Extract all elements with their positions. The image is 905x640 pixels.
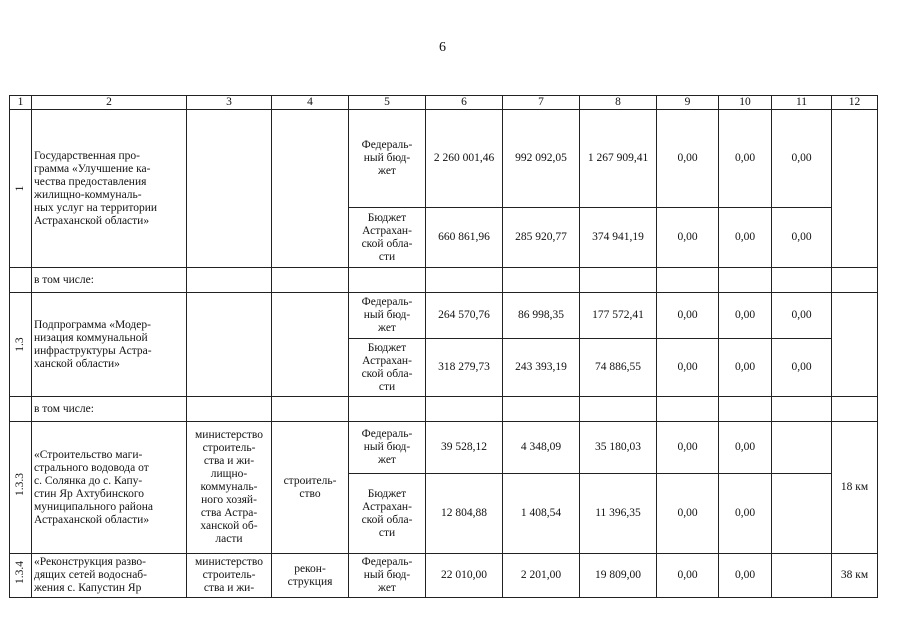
unit-cell xyxy=(832,110,878,268)
row-id: 1.3.3 xyxy=(14,473,26,496)
header-cell: 9 xyxy=(657,96,719,110)
value-cell: 660 861,96 xyxy=(426,208,503,268)
activity-cell xyxy=(272,110,349,268)
program-name: Подпрограмма «Модер- низация коммунальной инфраструктуры Астра- ханской области» xyxy=(32,293,187,397)
header-cell: 4 xyxy=(272,96,349,110)
value-cell: 0,00 xyxy=(719,422,772,474)
value-cell: 0,00 xyxy=(772,293,832,339)
value-cell: 0,00 xyxy=(719,208,772,268)
value-cell xyxy=(772,554,832,598)
table-row xyxy=(10,422,878,474)
row-id-cell xyxy=(10,110,32,268)
unit-cell: 18 км xyxy=(832,422,878,554)
value-cell: 2 260 001,46 xyxy=(426,110,503,208)
program-name: Государственная про- грамма «Улучшение ка- чества предоставления жилищно-коммуналь- ных услуг на территории Астраханской области» xyxy=(32,110,187,268)
empty-cell xyxy=(719,397,772,422)
subtitle-label: в том числе: xyxy=(32,397,187,422)
header-cell: 10 xyxy=(719,96,772,110)
empty-cell xyxy=(580,268,657,293)
value-cell: 2 201,00 xyxy=(503,554,580,598)
row-id-cell xyxy=(10,554,32,598)
empty-cell xyxy=(272,397,349,422)
row-id: 1.3.4 xyxy=(14,561,26,584)
project-name: «Реконструкция разво- дящих сетей водоснаб- жения с. Капустин Яр xyxy=(32,554,187,598)
row-id-cell xyxy=(10,422,32,554)
value-cell: 1 267 909,41 xyxy=(580,110,657,208)
empty-cell xyxy=(426,397,503,422)
value-cell: 177 572,41 xyxy=(580,293,657,339)
executor-cell: министерство строитель- ства и жи- лищно- коммуналь- ного хозяй- ства Астра- ханской об- ласти xyxy=(187,422,272,554)
value-cell: 0,00 xyxy=(719,110,772,208)
header-cell: 6 xyxy=(426,96,503,110)
header-cell: 5 xyxy=(349,96,426,110)
empty-cell xyxy=(657,268,719,293)
budget-table xyxy=(9,95,878,598)
value-cell: 4 348,09 xyxy=(503,422,580,474)
empty-cell xyxy=(832,268,878,293)
value-cell: 0,00 xyxy=(719,474,772,554)
value-cell: 285 920,77 xyxy=(503,208,580,268)
value-cell: 22 010,00 xyxy=(426,554,503,598)
value-cell: 243 393,19 xyxy=(503,339,580,397)
subtitle-row xyxy=(10,397,878,422)
header-row xyxy=(10,96,878,110)
table-row xyxy=(10,293,878,339)
value-cell: 0,00 xyxy=(657,293,719,339)
value-cell: 11 396,35 xyxy=(580,474,657,554)
header-cell: 7 xyxy=(503,96,580,110)
activity-cell xyxy=(272,293,349,397)
subtitle-label: в том числе: xyxy=(32,268,187,293)
value-cell: 1 408,54 xyxy=(503,474,580,554)
empty-cell xyxy=(349,268,426,293)
unit-cell xyxy=(832,293,878,397)
funding-source: Федераль- ный бюд- жет xyxy=(349,554,426,598)
empty-cell xyxy=(503,268,580,293)
empty-cell xyxy=(10,397,32,422)
value-cell: 39 528,12 xyxy=(426,422,503,474)
value-cell: 74 886,55 xyxy=(580,339,657,397)
value-cell: 35 180,03 xyxy=(580,422,657,474)
empty-cell xyxy=(772,268,832,293)
value-cell: 19 809,00 xyxy=(580,554,657,598)
value-cell: 264 570,76 xyxy=(426,293,503,339)
value-cell: 0,00 xyxy=(772,110,832,208)
header-cell: 3 xyxy=(187,96,272,110)
header-cell: 11 xyxy=(772,96,832,110)
value-cell: 0,00 xyxy=(772,208,832,268)
empty-cell xyxy=(187,397,272,422)
empty-cell xyxy=(349,397,426,422)
unit-cell: 38 км xyxy=(832,554,878,598)
funding-source: Бюджет Астрахан- ской обла- сти xyxy=(349,339,426,397)
row-id-cell xyxy=(10,293,32,397)
empty-cell xyxy=(272,268,349,293)
empty-cell xyxy=(657,397,719,422)
funding-source: Бюджет Астрахан- ской обла- сти xyxy=(349,208,426,268)
header-cell: 2 xyxy=(32,96,187,110)
value-cell: 0,00 xyxy=(657,422,719,474)
funding-source: Федераль- ный бюд- жет xyxy=(349,110,426,208)
executor-cell xyxy=(187,110,272,268)
empty-cell xyxy=(772,397,832,422)
table-row xyxy=(10,554,878,598)
project-name: «Строительство маги- стрального водовода от с. Солянка до с. Капу- стин Яр Ахтубинского муниципального района Астраханской области» xyxy=(32,422,187,554)
header-cell: 8 xyxy=(580,96,657,110)
value-cell xyxy=(772,422,832,474)
value-cell: 0,00 xyxy=(657,474,719,554)
value-cell: 0,00 xyxy=(772,339,832,397)
row-id: 1 xyxy=(14,185,26,192)
executor-cell: министерство строитель- ства и жи- xyxy=(187,554,272,598)
page-number: 6 xyxy=(439,40,446,55)
value-cell: 0,00 xyxy=(719,293,772,339)
funding-source: Федераль- ный бюд- жет xyxy=(349,422,426,474)
value-cell: 0,00 xyxy=(657,110,719,208)
value-cell: 992 092,05 xyxy=(503,110,580,208)
funding-source: Бюджет Астрахан- ской обла- сти xyxy=(349,474,426,554)
header-cell: 12 xyxy=(832,96,878,110)
empty-cell xyxy=(719,268,772,293)
value-cell: 0,00 xyxy=(657,339,719,397)
value-cell: 86 998,35 xyxy=(503,293,580,339)
empty-cell xyxy=(503,397,580,422)
empty-cell xyxy=(832,397,878,422)
executor-cell xyxy=(187,293,272,397)
activity-cell: строитель- ство xyxy=(272,422,349,554)
empty-cell xyxy=(426,268,503,293)
empty-cell xyxy=(10,268,32,293)
value-cell: 0,00 xyxy=(719,339,772,397)
empty-cell xyxy=(187,268,272,293)
empty-cell xyxy=(580,397,657,422)
value-cell: 374 941,19 xyxy=(580,208,657,268)
activity-cell: рекон- струкция xyxy=(272,554,349,598)
funding-source: Федераль- ный бюд- жет xyxy=(349,293,426,339)
subtitle-row xyxy=(10,268,878,293)
row-id: 1.3 xyxy=(14,337,26,352)
value-cell: 12 804,88 xyxy=(426,474,503,554)
value-cell: 0,00 xyxy=(657,208,719,268)
header-cell: 1 xyxy=(10,96,32,110)
value-cell xyxy=(772,474,832,554)
value-cell: 0,00 xyxy=(719,554,772,598)
value-cell: 0,00 xyxy=(657,554,719,598)
table-row xyxy=(10,110,878,208)
value-cell: 318 279,73 xyxy=(426,339,503,397)
